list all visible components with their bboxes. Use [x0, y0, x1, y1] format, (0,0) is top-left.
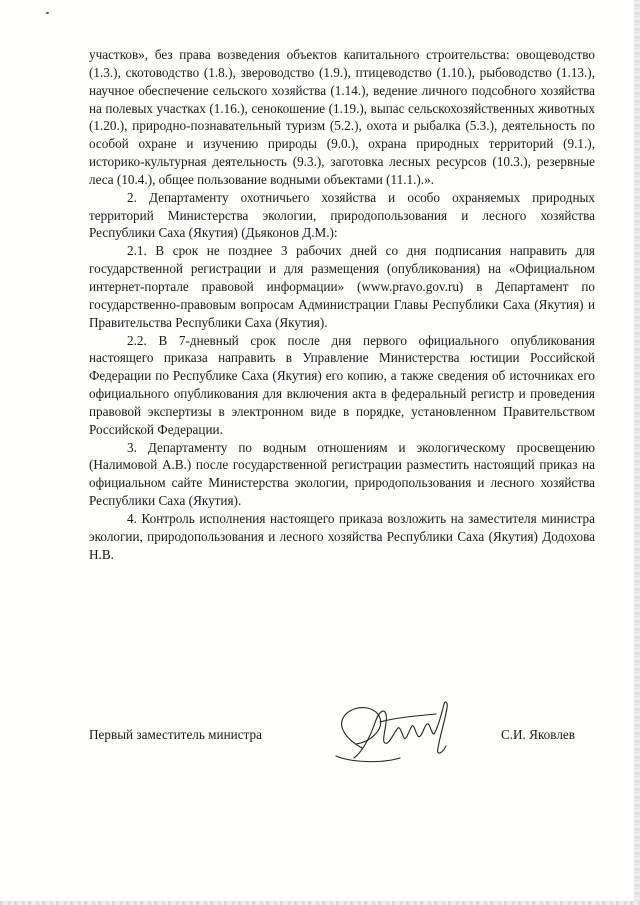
signature-block: [89, 723, 595, 803]
scan-edge-bottom: [0, 901, 640, 905]
paragraph-land-use-list: участков», без права возведения объектов капитального строительства: овощеводство (1.3.), скотоводство (1.8.), звероводство (1.9.), птицеводство (1.10.), рыбоводство (1.13.), научное обеспечение сельского хозяйства (1.14.), ведение личного подсобного хозяйства на полевых участках (1.16.), сенокошение (1.19.), выпас сельскохозяйственных животных (1.20.), природно-познавательный туризм (5.2.), охота и рыбалка (5.3.), деятельность по особой охране и изучению природы (9.0.), охрана природных территорий (9.1.), историко-культурная деятельность (9.3.), заготовка лесных ресурсов (10.3.), резервные леса (10.4.), общее пользование водными объектами (11.1.).».: [89, 47, 595, 187]
scan-speck: [46, 12, 49, 14]
signatory-name: С.И. Яковлев: [500, 727, 575, 742]
signatory-position: Первый заместитель министра: [89, 727, 262, 742]
paragraph-2: 2. Департаменту охотничьего хозяйства и особо охраняемых природных территорий Министерства экологии, природопользования и лесного хозяйства Республики Саха (Якутия) (Дьяконов Д.М.):: [89, 189, 595, 241]
paragraph-2-2: 2.2. В 7-дневный срок после дня первого официального опубликования настоящего приказа направить в Управление Министерства юстиции Российской Федерации по Республике Саха (Якутия) его копию, а также сведения об источниках его официального опубликования для включения акта в федеральный регистр и проведения правовой экспертизы в электронном виде в порядке, установленном Правительством Российской Федерации.: [89, 332, 595, 437]
paragraph-4: 4. Контроль исполнения настоящего приказа возложить на заместителя министра экологии, природопользования и лесного хозяйства Республики Саха (Якутия) Додохова Н.В.: [89, 510, 595, 562]
paragraph-2-1: 2.1. В срок не позднее 3 рабочих дней со дня подписания направить для государственной регистрации и для размещения (опубликования) на «Официальном интернет-портале правовой информации» (www.pravo.gov.ru) в Департамент по государственно-правовым вопросам Администрации Главы Республики Саха (Якутия) и Правительства Республики Саха (Якутия).: [89, 243, 595, 330]
document-body: [89, 46, 595, 563]
handwritten-signature: [324, 698, 474, 768]
paragraph-3: 3. Департаменту по водным отношениям и экологическому просвещению (Налимовой А.В.) после государственной регистрации разместить настоящий приказ на официальном сайте Министерства экологии, природопользования и лесного хозяйства Республики Саха (Якутия).: [89, 439, 595, 509]
scan-edge-right: [634, 0, 640, 905]
